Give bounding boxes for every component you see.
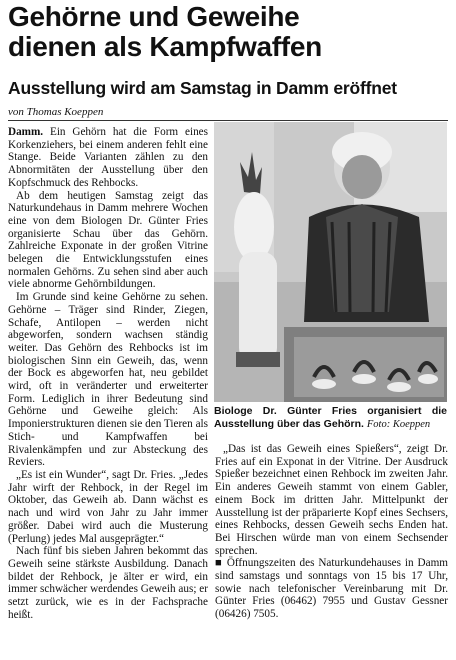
article-photo bbox=[214, 122, 447, 402]
article-paragraph: „Es ist ein Wunder“, sagt Dr. Fries. „Jedes Jahr wirft der Rehbock, in der Regel im Oktober, das Geweih ab. Dann wächst es nach und wird von Jahr zu Jahr immer größer. Dabei wird auch die Musterung (Perlung) jedes Mal ausgeprägter.“ bbox=[8, 468, 208, 545]
article-paragraph: Im Grunde sind keine Gehörne zu sehen. Gehörne – Träger sind Rinder, Ziegen, Schafe, Antilopen – werden nicht abgeworfen, sondern wachsen ständig weiter. Das Gehörn des Rehbocks ist im biologischen Sinn ein Geweih, das, wenn der Bock es abgeworfen hat, neu gebildet wird, oft in veränderter und erweiterter Form. Lediglich in ihrer Bedeutung sind Gehörne und Geweihe gleich: Als Imponierstrukturen dienen sie den Tieren als Stich- und Kampfwaffen bei Rivalenkämpfen und zur Absteckung des Reviers. bbox=[8, 291, 208, 469]
article-column-1 bbox=[8, 126, 208, 621]
info-box bbox=[215, 557, 448, 621]
photo-credit: Foto: Koeppen bbox=[366, 418, 431, 430]
article-column-2 bbox=[215, 443, 448, 621]
paragraph-text: Ein Gehörn hat die Form eines Korkenziehers, bei einem anderen fehlt eine Stange. Beide Varianten zählen zu den Abnormitäten der Ausstellung über den Kopfschmuck des Rehbocks. bbox=[8, 126, 208, 189]
article-paragraph: Ab dem heutigen Samstag zeigt das Naturkundehaus in Damm mehrere Wochen eine von dem Biologen Dr. Günter Fries organisierte Schau über das Gehörn. Zahlreiche Exponate in der großen Vitrine belegen die Entwicklungsstufen eines normalen Gehörns. Zu sehen sind aber auch viele abnorme Gehörnbildungen. bbox=[8, 189, 208, 291]
square-bullet-icon: ■ bbox=[215, 557, 223, 570]
info-text: Öffnungszeiten des Naturkundehauses in Damm sind samstags und sonntags von 15 bis 17 Uhr, sowie nach telefonischer Vereinbarung mit Dr. Günter Fries (06462) 7955 und Gustav Gessner (06426) 7505. bbox=[215, 557, 448, 621]
photo-illustration bbox=[214, 122, 447, 402]
byline: von Thomas Koeppen bbox=[8, 106, 448, 121]
headline bbox=[8, 2, 454, 62]
headline-line-1: Gehörne und Geweihe bbox=[8, 1, 300, 32]
article-paragraph: „Das ist das Geweih eines Spießers“, zeigt Dr. Fries auf ein Exponat in der Vitrine. Der Ausdruck Spießer bezeichnet einen Rehbock im zweiten Jahr. Ein anderes Geweih stammt von einem Gabler, einem Bock im dritten Jahr. Mittelpunkt der Ausstellung ist der präparierte Kopf eines Sechsers, eines Rehbocks, dessen Geweih sechs Enden hat. Bei Hirschen würde man von einem Sechsender sprechen. bbox=[215, 443, 448, 557]
dateline: Damm. bbox=[8, 126, 44, 138]
photo-caption bbox=[214, 405, 447, 431]
headline-line-2: dienen als Kampfwaffen bbox=[8, 31, 322, 62]
article-paragraph: Nach fünf bis sieben Jahren bekommt das Geweih seine stärkste Ausbildung. Danach bildet der Rehbock, je älter er wird, ein immer schwächer werdendes Geweih aus; er setzt zurück, wie es in der Fachsprache heißt. bbox=[8, 545, 208, 621]
article-paragraph bbox=[8, 126, 208, 190]
caption-text: Biologe Dr. Günter Fries organisiert die Ausstellung über das Gehörn. bbox=[214, 405, 447, 430]
subheadline: Ausstellung wird am Samstag in Damm eröffnet bbox=[8, 78, 397, 98]
